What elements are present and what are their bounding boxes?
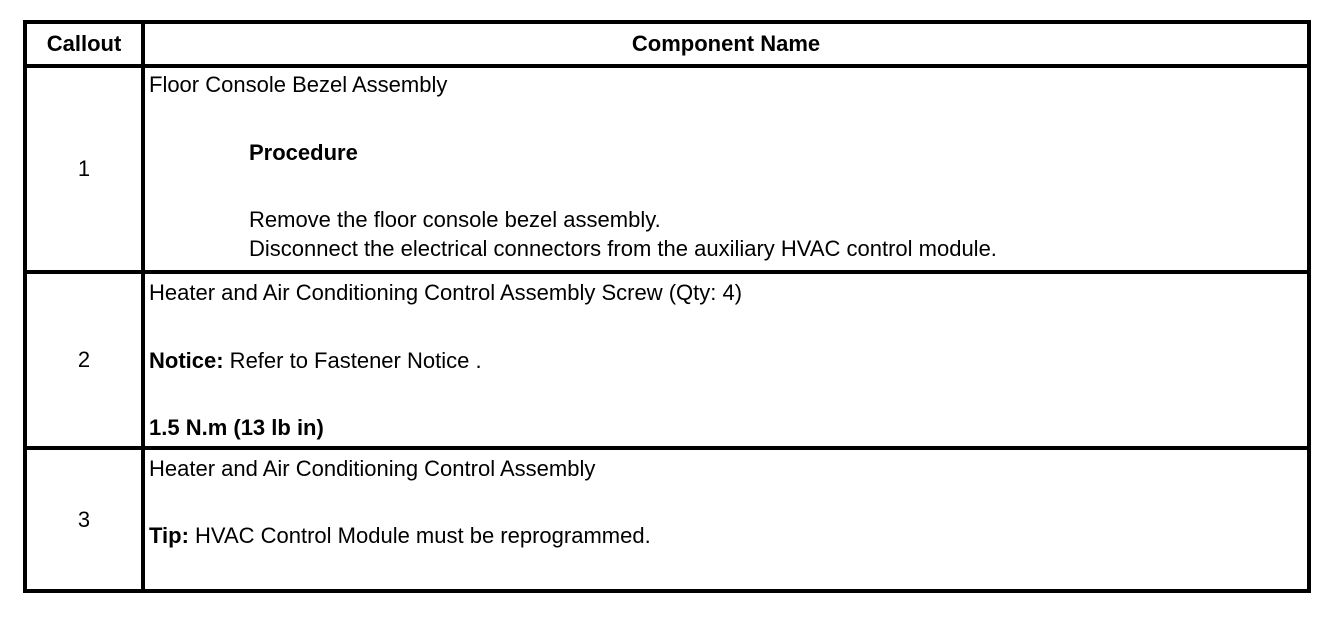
table-row: [25, 448, 1309, 591]
notice-label: Notice:: [149, 348, 224, 373]
component-title: Heater and Air Conditioning Control Assembly: [149, 456, 596, 481]
callout-number: 2: [25, 272, 143, 448]
component-cell: [143, 272, 1309, 448]
procedure-heading: Procedure: [249, 140, 358, 165]
component-cell: [143, 66, 1309, 272]
callout-header: Callout: [25, 22, 143, 66]
component-table: [23, 20, 1311, 593]
tip-label: Tip:: [149, 523, 189, 548]
procedure-step: Disconnect the electrical connectors from the auxiliary HVAC control module.: [249, 236, 997, 261]
component-title: Floor Console Bezel Assembly: [149, 72, 448, 97]
notice-text: Refer to Fastener Notice .: [223, 348, 482, 373]
tip-line: [149, 523, 651, 549]
component-cell: [143, 448, 1309, 591]
procedure-step: Remove the floor console bezel assembly.: [249, 207, 661, 232]
torque-spec: 1.5 N.m (13 lb in): [149, 415, 324, 440]
callout-number: 3: [25, 448, 143, 591]
component-name-header: Component Name: [143, 22, 1309, 66]
notice-line: [149, 348, 482, 374]
callout-number: 1: [25, 66, 143, 272]
table-row: [25, 66, 1309, 272]
table-header-row: [25, 22, 1309, 66]
component-title: Heater and Air Conditioning Control Assembly Screw (Qty: 4): [149, 280, 743, 305]
table-row: [25, 272, 1309, 448]
tip-text: HVAC Control Module must be reprogrammed.: [188, 523, 651, 548]
